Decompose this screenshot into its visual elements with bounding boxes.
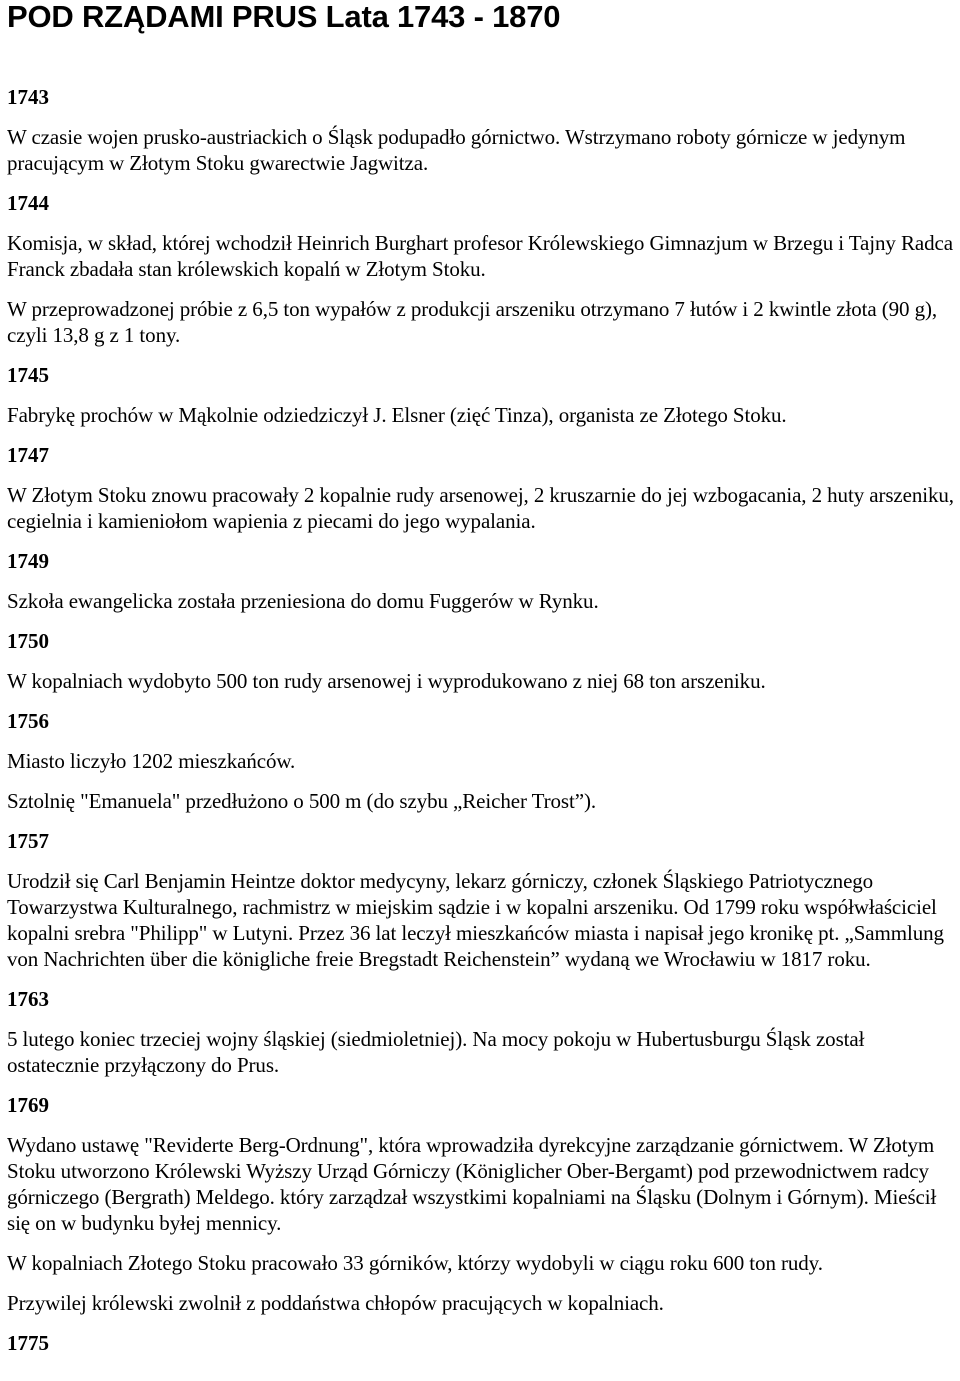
entry-paragraph: Fabrykę prochów w Mąkolnie odziedziczył J. Elsner (zięć Tinza), organista ze Złotego Stoku. [7,403,787,427]
year-section [7,442,956,534]
entry-paragraph: W przeprowadzonej próbie z 6,5 ton wypałów z produkcji arszeniku otrzymano 7 łutów i 2 kwintle złota (90 g), czyli 13,8 g z 1 tony. [7,297,938,347]
entry-paragraph: Sztolnię "Emanuela" przedłużono o 500 m (do szybu „Reicher Trost”). [7,789,596,813]
year-section [7,708,956,814]
entry-paragraph: Miasto liczyło 1202 mieszkańców. [7,749,296,773]
year-heading: 1743 [7,85,49,109]
year-section [7,190,956,348]
entry-paragraph: W kopalniach Złotego Stoku pracowało 33 górników, którzy wydobyli w ciągu roku 600 ton rudy. [7,1251,823,1275]
year-heading: 1756 [7,709,49,733]
year-heading: 1744 [7,191,49,215]
entry-paragraph: Szkoła ewangelicka została przeniesiona do domu Fuggerów w Rynku. [7,589,599,613]
year-heading: 1769 [7,1093,49,1117]
year-section [7,828,956,972]
year-section [7,1092,956,1316]
year-section [7,84,956,176]
entry-paragraph: 5 lutego koniec trzeciej wojny śląskiej (siedmioletniej). Na mocy pokoju w Hubertusburgu Śląsk został ostatecznie przyłączony do Prus. [7,1027,865,1077]
year-heading: 1747 [7,443,49,467]
year-heading: 1750 [7,629,49,653]
year-heading: 1763 [7,987,49,1011]
year-section [7,986,956,1078]
year-section [7,628,956,694]
year-heading: 1775 [7,1331,49,1355]
chronology-list [7,84,956,1356]
entry-paragraph: Komisja, w skład, której wchodził Heinrich Burghart profesor Królewskiego Gimnazjum w Brzegu i Tajny Radca Franck zbadała stan królewskich kopalń w Złotym Stoku. [7,231,953,281]
year-heading: 1745 [7,363,49,387]
page-title: POD RZĄDAMI PRUS Lata 1743 - 1870 [7,0,561,34]
year-section [7,548,956,614]
entry-paragraph: Przywilej królewski zwolnił z poddaństwa chłopów pracujących w kopalniach. [7,1291,664,1315]
entry-paragraph: Wydano ustawę "Reviderte Berg-Ordnung", która wprowadziła dyrekcyjne zarządzanie górnictwem. W Złotym Stoku utworzono Królewski Wyższy Urząd Górniczy (Königlicher Ober-Bergamt) pod przewodnictwem radcy górniczego (Bergrath) Meldego. który zarządzał wszystkimi kopalniami na Śląsku (Dolnym i Górnym). Mieścił się on w budynku byłej mennicy. [7,1133,937,1235]
year-heading: 1749 [7,549,49,573]
entry-paragraph: W czasie wojen prusko-austriackich o Śląsk podupadło górnictwo. Wstrzymano roboty górnicze w jedynym pracującym w Złotym Stoku gwarectwie Jagwitza. [7,125,906,175]
entry-paragraph: W kopalniach wydobyto 500 ton rudy arsenowej i wyprodukowano z niej 68 ton arszeniku. [7,669,766,693]
year-heading: 1757 [7,829,49,853]
entry-paragraph: Urodził się Carl Benjamin Heintze doktor medycyny, lekarz górniczy, członek Śląskiego Patriotycznego Towarzystwa Kulturalnego, rachmistrz w miejskim sądzie i w kopalni arszeniku. Od 1799 roku współwłaściciel kopalni srebra "Philipp" w Lutyni. Przez 36 lat leczył mieszkańców miasta i napisał jego kronikę pt. „Sammlung von Nachrichten über die königliche freie Bregstadt Reichenstein” wydaną we Wrocławiu w 1817 roku. [7,869,944,971]
entry-paragraph: W Złotym Stoku znowu pracowały 2 kopalnie rudy arsenowej, 2 kruszarnie do jej wzbogacania, 2 huty arszeniku, cegielnia i kamieniołom wapienia z piecami do jego wypalania. [7,483,954,533]
year-section [7,1330,956,1356]
year-section [7,362,956,428]
